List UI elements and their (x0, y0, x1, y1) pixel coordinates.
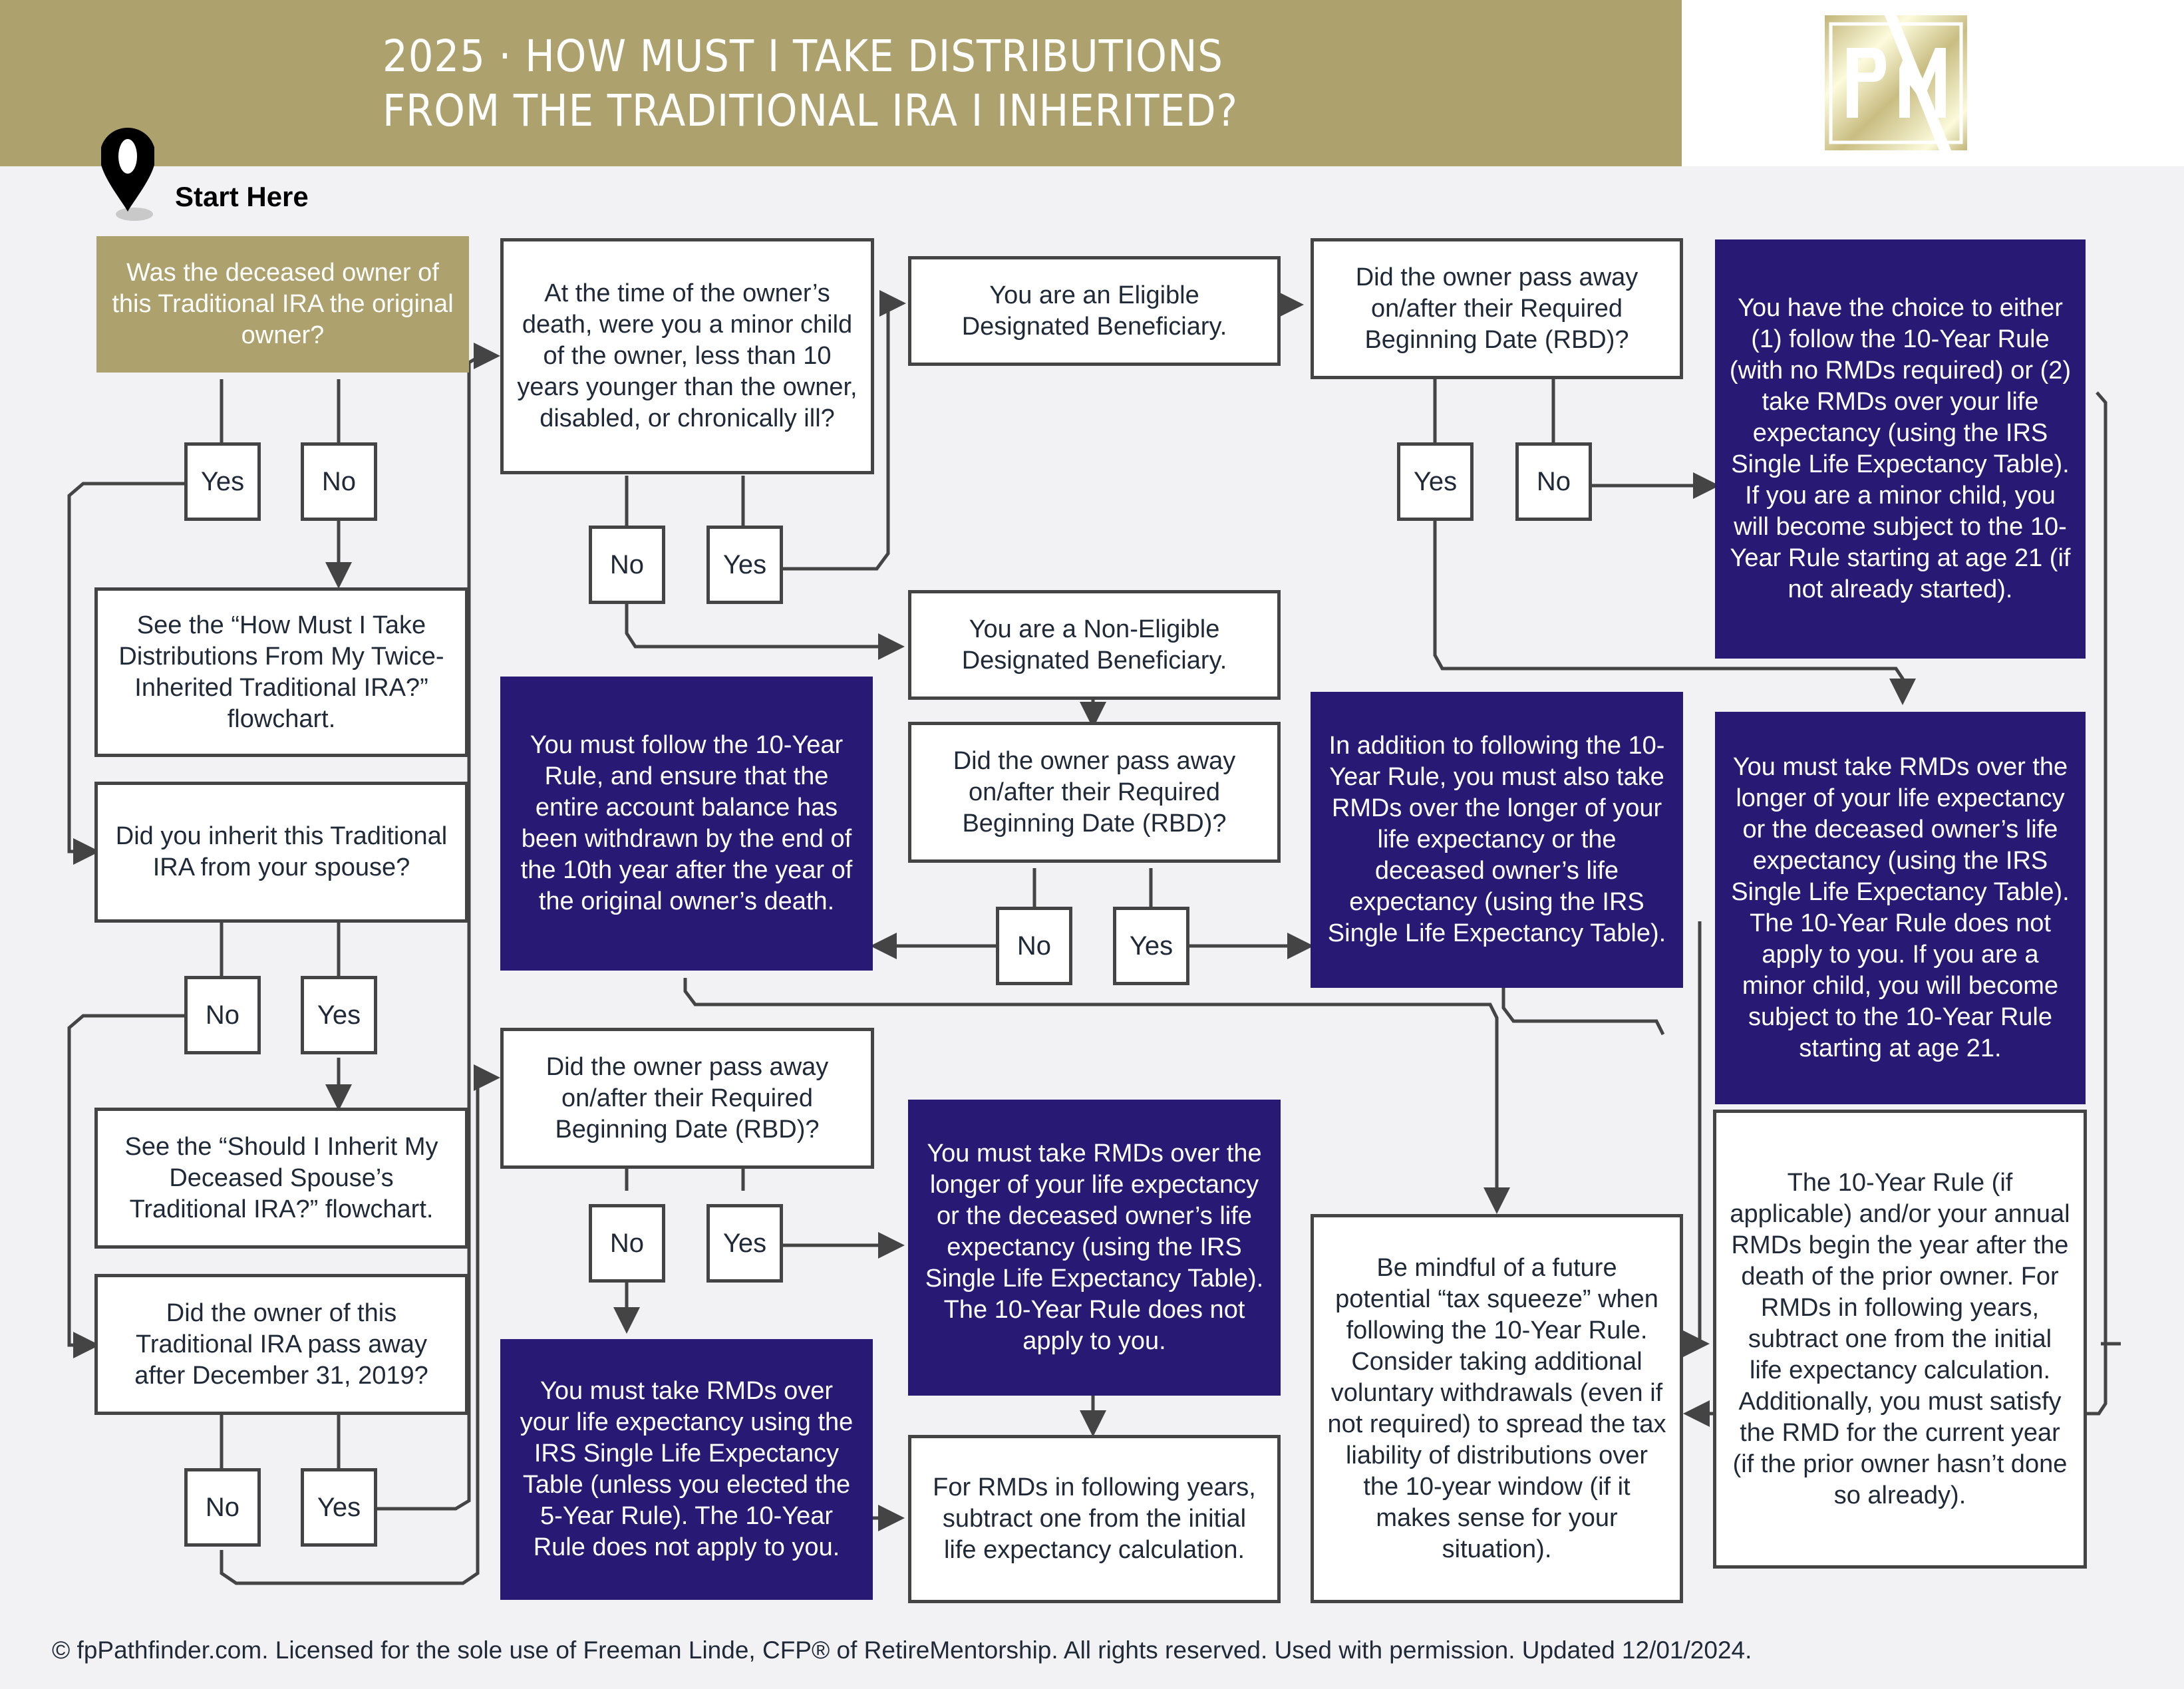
node-text: Did the owner pass away on/after their Required Beginning Date (RBD)? (1355, 263, 1638, 354)
question-original-owner (96, 236, 469, 373)
node-text: You must follow the 10-Year Rule, and ensure that the entire account balance has been withdrawn by the end of the 10th year after the year of the original owner’s death. (520, 731, 853, 915)
choice-no-after-2019[interactable] (184, 1468, 261, 1547)
timing-note (1713, 1110, 2087, 1569)
title-line-1: 2025 · HOW MUST I TAKE DISTRIBUTIONS (383, 31, 1223, 82)
node-text: Did the owner pass away on/after their Required Beginning Date (RBD)? (953, 746, 1236, 838)
choice-no-eligible[interactable] (589, 526, 665, 604)
twice-inherited-flowchart-ref (94, 587, 468, 757)
choice-label: No (1536, 466, 1571, 496)
question-rbd-edb (1311, 238, 1683, 379)
choice-yes-rbd-nedb[interactable] (1113, 907, 1189, 985)
node-text: Did the owner of this Traditional IRA pass away after December 31, 2019? (134, 1299, 428, 1390)
map-pin-icon (101, 126, 154, 226)
start-here-label: Start Here (175, 181, 309, 212)
node-text: At the time of the owner’s death, were you a minor child of the owner, less than 10 years younger than the owner, disabled, or chronically ill? (517, 279, 858, 432)
choice-yes-rbd-pre-2020[interactable] (706, 1204, 783, 1283)
node-text: You must take RMDs over the longer of your life expectancy or the deceased owner’s life expectancy (using the IRS Single Life Expectancy Table). The 10-Year Rule does not apply to you. (925, 1140, 1264, 1355)
choice-label: No (609, 549, 645, 579)
choice-label: Yes (200, 466, 245, 496)
choice-label: Yes (722, 549, 767, 579)
title-line-2: FROM THE TRADITIONAL IRA I INHERITED? (383, 85, 1238, 136)
choice-yes-spouse[interactable] (301, 976, 377, 1054)
node-text: Did the owner pass away on/after their Required Beginning Date (RBD)? (546, 1052, 829, 1144)
node-text: In addition to following the 10-Year Rule, you must also take RMDs over the longer of your life expectancy or the deceased owner’s life expectancy (using the IRS Single Life Expectancy Table). (1327, 732, 1666, 947)
question-rbd-nedb (908, 722, 1281, 863)
spouse-flowchart-ref (94, 1108, 468, 1249)
choice-yes-after-2019[interactable] (301, 1468, 377, 1547)
choice-label: Yes (317, 1000, 361, 1030)
subtract-one-note (908, 1435, 1281, 1603)
choice-label: Yes (317, 1492, 361, 1522)
choice-label: No (205, 1000, 240, 1030)
question-eligible-beneficiary (500, 238, 874, 474)
node-text: You must take RMDs over your life expectancy using the IRS Single Life Expectancy Table (unless you elected the 5-Year Rule). The 10-Year Rule does not apply to you. (520, 1377, 854, 1561)
non-eligible-designated-beneficiary (908, 590, 1281, 700)
node-text: You must take RMDs over the longer of your life expectancy or the deceased owner’s life expectancy (using the IRS Single Life Expectancy Table). The 10-Year Rule does not apply to you. If you are a minor child, you will become subject to the 10-Year Rule starting at age 21. (1731, 753, 2070, 1062)
choice-label: No (205, 1492, 240, 1522)
question-after-2019 (94, 1274, 468, 1415)
rm-logo-icon (1825, 15, 1967, 150)
rmd-own-life-expectancy (500, 1339, 873, 1600)
choice-label: No (609, 1228, 645, 1258)
node-text: You have the choice to either (1) follow the 10-Year Rule (with no RMDs required) or (2) take RMDs over your life expectancy (using the IRS Single Life Expectancy Table). If you are a minor child, you will become subject to the 10-Year Rule starting at age 21 (if not already started). (1729, 294, 2072, 603)
question-inherited-from-spouse (94, 782, 468, 923)
10-year-plus-rmds (1311, 692, 1683, 988)
choice-no-rbd-edb[interactable] (1515, 442, 1592, 521)
choice-no-spouse[interactable] (184, 976, 261, 1054)
node-text: Did you inherit this Traditional IRA from your spouse? (115, 822, 448, 881)
choice-no-rbd-nedb[interactable] (996, 907, 1072, 985)
page-title (383, 29, 1238, 138)
node-text: You are an Eligible Designated Beneficiary. (961, 281, 1227, 341)
node-text: The 10-Year Rule (if applicable) and/or your annual RMDs begin the year after the death of the prior owner. For RMDs in following years, subtract one from the initial life expectancy calculation. Additionally, you must satisfy the RMD for the current year (if the prior owner hasn’t done so already). (1730, 1168, 2070, 1509)
choice-yes-rbd-edb[interactable] (1397, 442, 1474, 521)
choice-no-rbd-pre-2020[interactable] (589, 1204, 665, 1283)
node-text: Was the deceased owner of this Traditional IRA the original owner? (112, 259, 454, 349)
must-follow-10-year-rule (500, 677, 873, 971)
copyright-footer: © fpPathfinder.com. Licensed for the sole use of Freeman Linde, CFP® of RetireMentorship. All rights reserved. Used with permission. Updated 12/01/2024. (52, 1636, 1752, 1664)
node-text: For RMDs in following years, subtract one from the initial life expectancy calculation. (933, 1473, 1256, 1564)
node-text: Be mindful of a future potential “tax squeeze” when following the 10-Year Rule. Consider taking additional voluntary withdrawals (even if not required) to spread the tax liability of distributions over the 10-year window (if it makes sense for your situation). (1327, 1253, 1666, 1563)
rmd-longer-minor-child (1715, 712, 2086, 1104)
choice-yes-eligible[interactable] (706, 526, 783, 604)
eligible-designated-beneficiary (908, 256, 1281, 366)
node-text: You are a Non-Eligible Designated Beneficiary. (961, 615, 1227, 675)
choice-label: Yes (722, 1228, 767, 1258)
node-text: See the “How Must I Take Distributions From My Twice-Inherited Traditional IRA?” flowchart. (118, 611, 444, 733)
choice-10-year-or-rmd (1715, 239, 2086, 659)
choice-yes-original-owner[interactable] (184, 442, 261, 521)
choice-label: No (321, 466, 357, 496)
node-text: See the “Should I Inherit My Deceased Spouse’s Traditional IRA?” flowchart. (124, 1132, 438, 1223)
tax-squeeze-note (1311, 1214, 1683, 1603)
choice-label: No (1016, 931, 1052, 961)
choice-label: Yes (1129, 931, 1173, 961)
rmd-longer-life-expectancy (908, 1100, 1281, 1396)
choice-no-original-owner[interactable] (301, 442, 377, 521)
question-rbd-pre-2020 (500, 1028, 874, 1169)
choice-label: Yes (1413, 466, 1458, 496)
